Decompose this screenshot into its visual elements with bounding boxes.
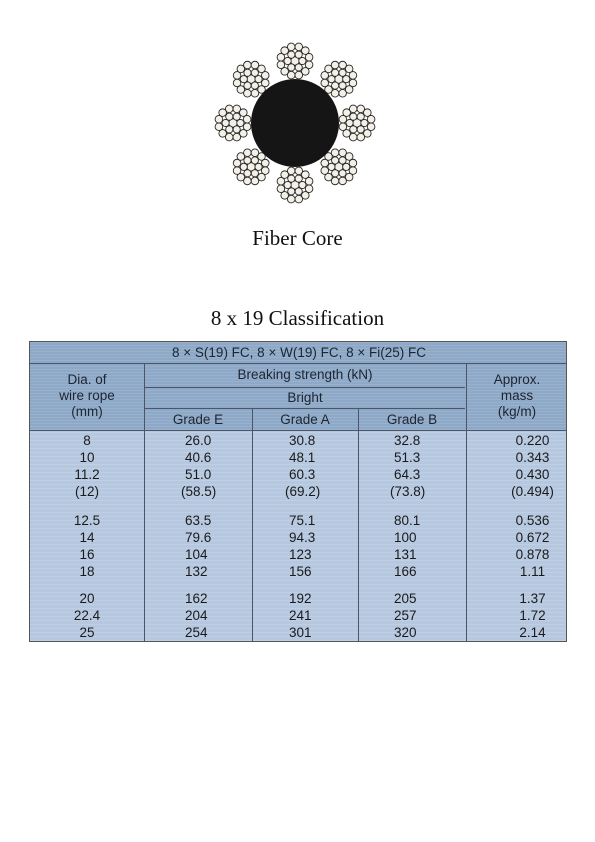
strand — [339, 105, 375, 141]
wire-circle — [343, 163, 350, 170]
header-rule — [30, 430, 566, 431]
fiber-core — [251, 79, 339, 167]
cell-grade-b: 131 — [394, 547, 417, 562]
cell-diameter: 10 — [79, 450, 95, 465]
breaking-strength-table — [29, 341, 567, 642]
cell-grade-a: 156 — [289, 564, 312, 579]
strand — [321, 149, 357, 185]
cell-grade-b: 166 — [394, 564, 417, 579]
cell-grade-a: 192 — [289, 591, 312, 606]
wire-circle — [346, 119, 353, 126]
cell-grade-e: 162 — [185, 591, 208, 606]
grade-a-header: Grade A — [280, 412, 330, 427]
cell-grade-e: 254 — [185, 625, 208, 640]
wire-circle — [251, 82, 258, 89]
wire-circle — [244, 69, 251, 76]
wire-circle — [243, 115, 251, 123]
wire-circle — [233, 113, 240, 120]
wire-circle — [328, 163, 335, 170]
mass-header-line: mass — [500, 388, 534, 403]
wire-circle — [240, 76, 247, 83]
cell-grade-b: 320 — [394, 625, 417, 640]
cell-grade-b: 51.3 — [394, 450, 421, 465]
cell-diameter: 20 — [79, 591, 95, 606]
cell-grade-a: 75.1 — [289, 513, 316, 528]
cell-grade-a: 94.3 — [289, 530, 316, 545]
wire-circle — [226, 113, 233, 120]
cell-grade-e: 40.6 — [185, 450, 212, 465]
cell-grade-b: 80.1 — [394, 513, 421, 528]
strand — [233, 61, 269, 97]
wire-circle — [287, 167, 295, 175]
wire-circle — [244, 157, 251, 164]
cell-grade-b: 32.8 — [394, 433, 421, 448]
wire-circle — [332, 170, 339, 177]
header-rule — [30, 363, 566, 364]
cell-mass: 1.11 — [519, 564, 546, 579]
cell-grade-b: (73.8) — [390, 484, 426, 499]
wire-circle — [244, 61, 252, 69]
wire-circle — [350, 113, 357, 120]
wire-circle — [255, 76, 262, 83]
cell-diameter: 16 — [79, 547, 95, 562]
column-rule — [358, 408, 359, 641]
wire-circle — [233, 79, 241, 87]
wire-circle — [240, 163, 247, 170]
wire-circle — [332, 69, 339, 76]
cell-grade-b: 205 — [394, 591, 417, 606]
wire-circle — [255, 163, 262, 170]
wire-circle — [367, 115, 375, 123]
wire-circle — [284, 57, 291, 64]
strand — [215, 105, 251, 141]
cell-grade-a: (69.2) — [285, 484, 321, 499]
wire-circle — [295, 51, 302, 58]
mass-header-line: Approx. — [493, 372, 541, 387]
cell-diameter: 8 — [83, 433, 91, 448]
wire-circle — [233, 133, 241, 141]
wire-circle — [295, 64, 302, 71]
header-rule — [144, 408, 465, 409]
wire-circle — [277, 185, 285, 193]
wire-circle — [261, 72, 269, 80]
wire-circle — [261, 159, 269, 167]
wire-circle — [361, 119, 368, 126]
grade-e-header: Grade E — [172, 412, 224, 427]
wire-circle — [251, 170, 258, 177]
cell-grade-e: 26.0 — [185, 433, 212, 448]
cell-grade-b: 257 — [394, 608, 417, 623]
wire-circle — [299, 57, 306, 64]
wire-circle — [339, 157, 346, 164]
wire-circle — [295, 188, 302, 195]
wire-circle — [244, 82, 251, 89]
wire-circle — [343, 76, 350, 83]
cell-diameter: (12) — [74, 484, 99, 499]
cell-mass: 0.343 — [515, 450, 550, 465]
wire-circle — [349, 159, 357, 167]
cell-grade-e: 51.0 — [185, 467, 212, 482]
wire-circle — [305, 53, 313, 61]
cell-diameter: 22.4 — [73, 608, 101, 623]
wire-rope-cross-section-illustration — [204, 32, 386, 214]
wire-circle — [233, 167, 241, 175]
mass-header-line: (kg/m) — [497, 404, 537, 419]
wire-circle — [328, 76, 335, 83]
cell-diameter: 12.5 — [73, 513, 101, 528]
cell-mass: 1.72 — [519, 608, 546, 623]
wire-circle — [244, 170, 251, 177]
cell-grade-e: 204 — [185, 608, 208, 623]
wire-circle — [295, 195, 303, 203]
cell-grade-a: 301 — [289, 625, 312, 640]
breaking-strength-header: Breaking strength (kN) — [237, 367, 373, 382]
cell-grade-e: (58.5) — [181, 484, 217, 499]
cell-mass: 0.672 — [515, 530, 550, 545]
cell-grade-a: 30.8 — [289, 433, 316, 448]
wire-circle — [284, 181, 291, 188]
cell-grade-b: 100 — [394, 530, 417, 545]
wire-circle — [339, 69, 346, 76]
wire-circle — [357, 126, 364, 133]
wire-circle — [357, 113, 364, 120]
wire-circle — [321, 79, 329, 87]
wire-circle — [339, 89, 347, 97]
cell-grade-e: 104 — [185, 547, 208, 562]
cell-mass: 0.430 — [515, 467, 550, 482]
cell-grade-e: 63.5 — [185, 513, 212, 528]
wire-circle — [244, 149, 252, 157]
wire-circle — [350, 126, 357, 133]
cell-grade-a: 123 — [289, 547, 312, 562]
wire-circle — [251, 69, 258, 76]
strand — [277, 43, 313, 79]
wire-circle — [251, 177, 259, 185]
strand — [277, 167, 313, 203]
strand — [233, 149, 269, 185]
cell-grade-e: 79.6 — [185, 530, 212, 545]
wire-circle — [295, 175, 302, 182]
wire-circle — [331, 61, 339, 69]
diameter-header-line: (mm) — [71, 404, 103, 419]
cell-grade-a: 60.3 — [289, 467, 316, 482]
wire-circle — [357, 133, 365, 141]
wire-circle — [226, 126, 233, 133]
wire-circle — [287, 43, 295, 51]
figure-caption: Fiber Core — [252, 226, 343, 250]
grade-b-header: Grade B — [386, 412, 438, 427]
wire-circle — [295, 71, 303, 79]
cell-mass: 2.14 — [519, 625, 546, 640]
cell-mass: 0.536 — [515, 513, 550, 528]
construction-header: 8 × S(19) FC, 8 × W(19) FC, 8 × Fi(25) FC — [172, 345, 426, 360]
wire-circle — [215, 123, 223, 131]
wire-circle — [251, 89, 259, 97]
wire-circle — [349, 105, 357, 113]
diameter-header-line: wire rope — [59, 388, 115, 403]
wire-circle — [288, 51, 295, 58]
diameter-header — [30, 372, 144, 420]
cell-grade-a: 48.1 — [289, 450, 316, 465]
cell-grade-b: 64.3 — [394, 467, 421, 482]
column-rule — [252, 408, 253, 641]
cell-mass: (0.494) — [511, 484, 554, 499]
wire-circle — [339, 123, 347, 131]
wire-circle — [332, 157, 339, 164]
cell-diameter: 25 — [79, 625, 95, 640]
cell-diameter: 18 — [79, 564, 95, 579]
wire-circle — [339, 170, 346, 177]
wire-circle — [339, 177, 347, 185]
table-title: 8 x 19 Classification — [210, 306, 385, 330]
mass-header — [466, 372, 568, 420]
cell-mass: 1.37 — [519, 591, 546, 606]
header-rule — [144, 387, 465, 388]
wire-circle — [288, 188, 295, 195]
cell-diameter: 14 — [79, 530, 95, 545]
wire-circle — [251, 157, 258, 164]
wire-circle — [339, 82, 346, 89]
cell-diameter: 11.2 — [74, 467, 100, 482]
wire-circle — [233, 126, 240, 133]
wire-circle — [277, 61, 285, 69]
wire-circle — [349, 72, 357, 80]
wire-circle — [237, 119, 244, 126]
cell-mass: 0.220 — [515, 433, 550, 448]
wire-circle — [299, 181, 306, 188]
wire-circle — [332, 82, 339, 89]
wire-circle — [225, 105, 233, 113]
wire-circle — [288, 175, 295, 182]
wire-circle — [321, 167, 329, 175]
bright-header: Bright — [287, 390, 323, 405]
diameter-header-line: Dia. of — [67, 372, 107, 387]
wire-circle — [222, 119, 229, 126]
wire-circle — [331, 149, 339, 157]
wire-circle — [288, 64, 295, 71]
cell-mass: 0.878 — [515, 547, 550, 562]
wire-circle — [305, 177, 313, 185]
cell-grade-a: 241 — [289, 608, 312, 623]
cell-grade-e: 132 — [185, 564, 208, 579]
strand — [321, 61, 357, 97]
